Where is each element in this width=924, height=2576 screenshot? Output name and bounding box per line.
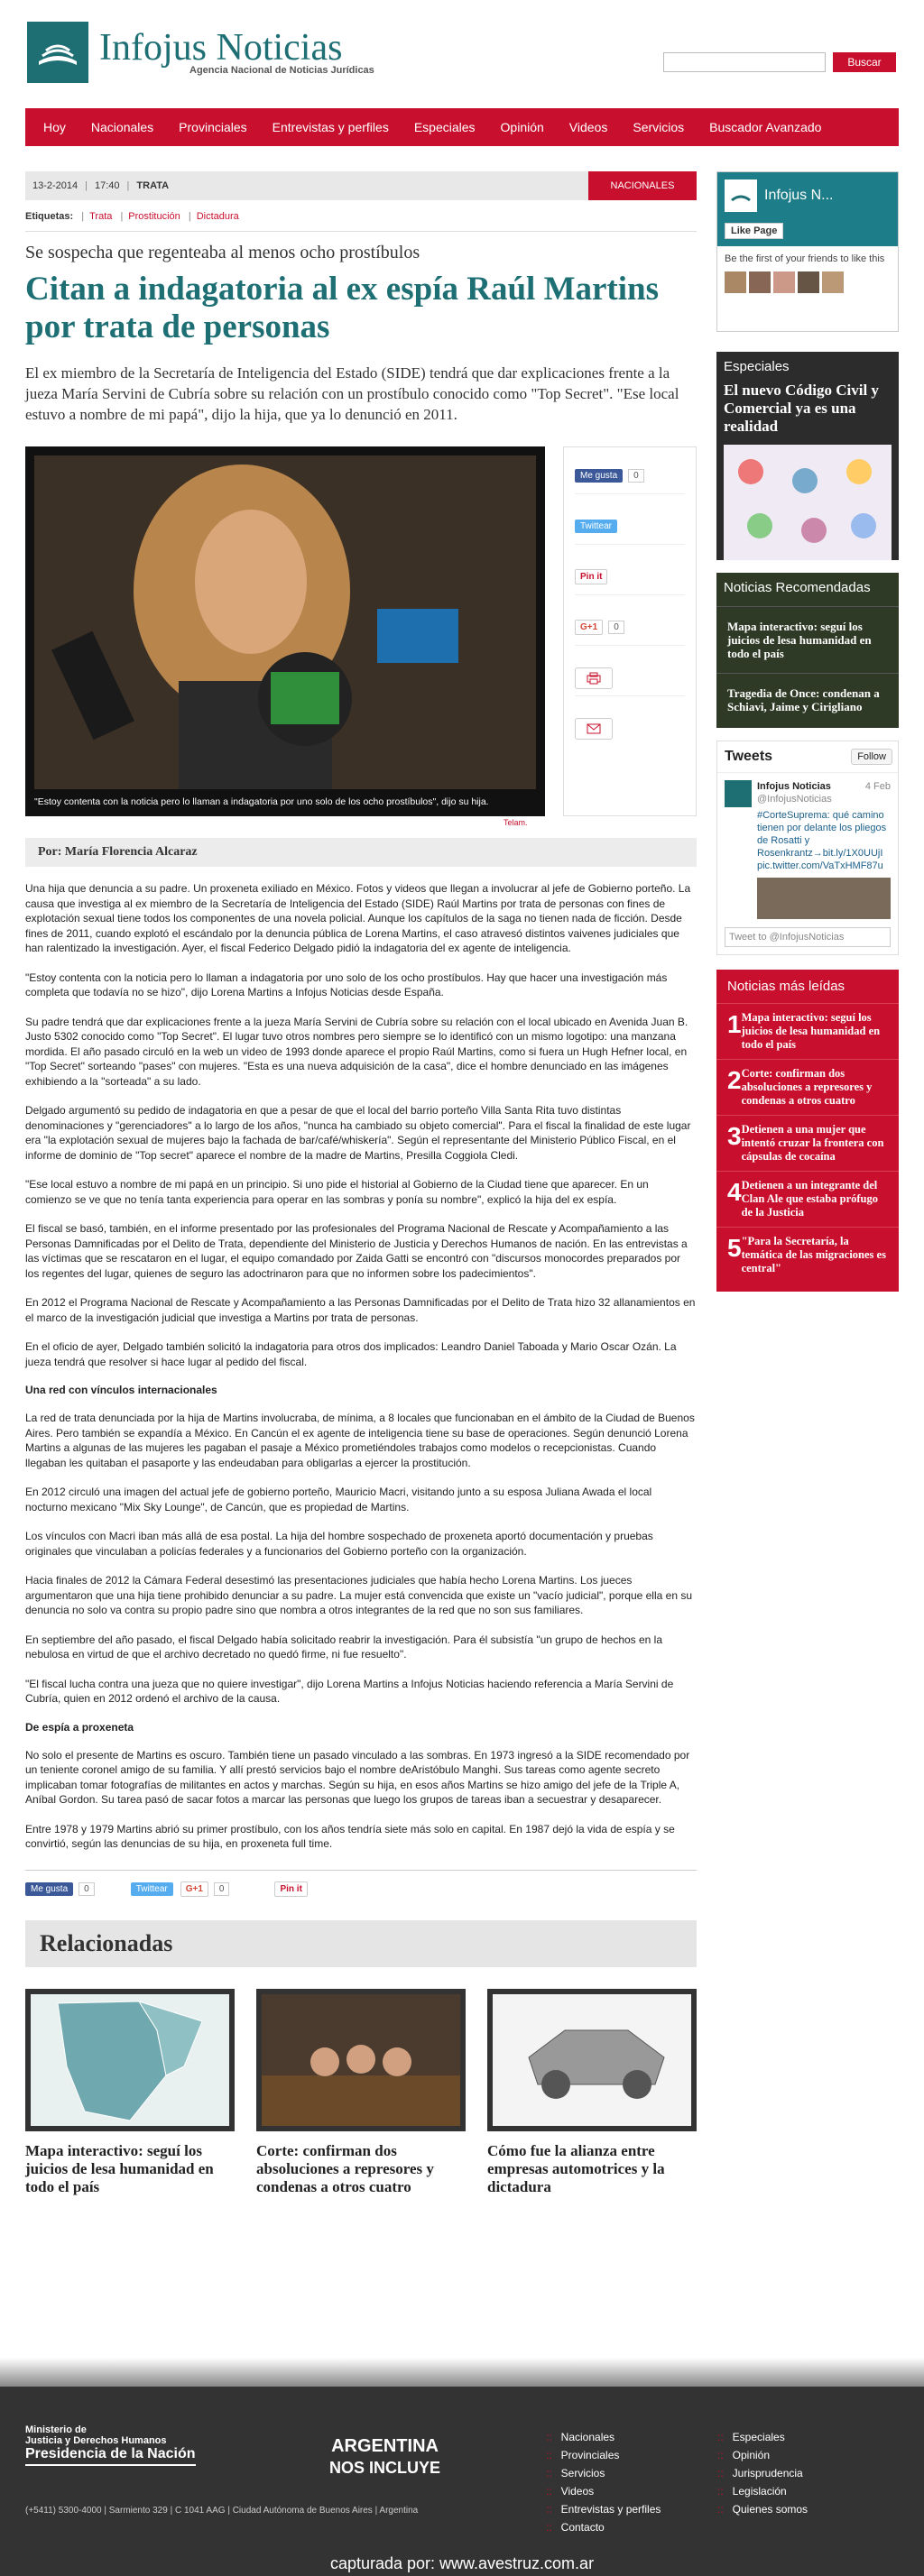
article-date: 13-2-2014 xyxy=(32,180,79,191)
related-header: Relacionadas xyxy=(25,1920,697,1967)
mas-leidas-box xyxy=(716,970,899,1292)
paragraph: "Ese local estuvo a nombre de mi papá en un principio. Si uno pide el historial al Gobierno de la Ciudad tiene que aparecer. En un comienzo se ve que no tenía tanta experiencia para operar en las sombras y ponía su nombre", explicó la hija del ex espía. xyxy=(25,1178,649,1206)
search-button[interactable]: Buscar xyxy=(833,52,896,72)
pin-button[interactable]: Pin it xyxy=(274,1881,307,1897)
fb-page-logo-icon xyxy=(725,179,757,212)
tweets-title: Tweets xyxy=(725,749,773,764)
avatar[interactable] xyxy=(798,271,819,293)
recomendada-item[interactable]: Mapa interactivo: seguí los juicios de lesa humanidad en todo el país xyxy=(727,620,872,660)
ministry-logo[interactable] xyxy=(25,2424,196,2466)
twitter-follow-button[interactable]: Follow xyxy=(851,749,892,765)
footer-link[interactable]: Provinciales xyxy=(560,2449,620,2461)
paragraph: Su padre tendrá que dar explicaciones frente a la jueza María Servini de Cubría sobre su relación con el local ubicado en Avenida Juan B. Justo 5302 conocido como "Top Secret". El lugar tuvo otros nombres pero siempre se lo identificó con un mismo logotipo: una manzana mordida. El año pasado circuló en la web un video de 1993 donde aparece el propio Raúl Martins, como si fuera un Hugh Hefner local, en "Top Secret" sorteando "pases" con mujeres. "Esta es una nueva adquisición de la casa", dice el hombre denunciado en las imágenes exhibiendo a la "sorteada" a su lado. xyxy=(25,1015,688,1088)
recomendadas-box xyxy=(716,573,899,728)
footer-gradient xyxy=(0,2358,924,2387)
mas-leida-item[interactable]: 5 "Para la Secretaría, la temática de las migraciones es central" xyxy=(716,1227,899,1283)
paragraph: Los vínculos con Macri iban más allá de esa postal. La hija del hombre sospechado de proxeneta aportó documentación y pruebas originales que vinculaban a policías federales y a funcionarios del Gobierno porteño con la organización. xyxy=(25,1530,653,1558)
pin-button[interactable]: Pin it xyxy=(575,569,607,584)
site-header xyxy=(0,0,924,106)
gplus-button[interactable]: G+1 xyxy=(575,620,603,635)
fb-like-page-button[interactable]: Like Page xyxy=(725,223,783,239)
paragraph: Hacia finales de 2012 la Cámara Federal desestimó las presentaciones judiciales que había hecho Lorena Martins. Los jueces argumentaron que una hija tiene prohibido denunciar a su padre. La mujer está convencida que existe un "vacío judicial", porque ella en su denuncia no solo va contra su propio padre sino que nombra a otros integrantes de la red que no son sus familiares. xyxy=(25,1574,693,1616)
related-item[interactable] xyxy=(487,1989,697,2196)
related-title[interactable]: Corte: confirman dos absoluciones a represores y condenas a otros cuatro xyxy=(256,2141,434,2195)
paragraph: En el oficio de ayer, Delgado también solicitó la indagatoria para otros dos implicados: Leandro Daniel Taboada y Mario Oscar Ozán. La jueza tendrá que resolver si hace lugar al pedido del fiscal. xyxy=(25,1340,677,1368)
category-badge[interactable]: NACIONALES xyxy=(588,171,697,200)
paragraph: Entre 1978 y 1979 Martins abrió su primer prostíbulo, con los años tendría siete más solo en capital. En 1987 dejó la vida de espía y se convirtió, según las denuncias de su hija, en proxeneta full time. xyxy=(25,1822,675,1850)
paragraph: En 2012 circuló una imagen del actual jefe de gobierno porteño, Mauricio Macri, visitando junto a su esposa Juliana Awada el local nocturno mexicano "Mix Sky Lounge", de Cancún, que es propiedad de Martins. xyxy=(25,1486,652,1513)
fb-like-button[interactable]: Me gusta xyxy=(25,1882,73,1896)
fb-page-title[interactable]: Infojus N... xyxy=(764,188,834,203)
photo-credit: Telam. xyxy=(504,818,528,827)
article-column xyxy=(25,171,697,2196)
especiales-box xyxy=(716,352,899,560)
tag-link[interactable]: Prostitución xyxy=(128,211,180,222)
tweet-user[interactable]: Infojus Noticias xyxy=(757,781,831,792)
recomendadas-title: Noticias Recomendadas xyxy=(716,573,899,607)
twitter-widget xyxy=(716,741,899,955)
article-meta: 13-2-2014 | 17:40 | TRATA NACIONALES xyxy=(25,171,697,200)
related-image xyxy=(487,1989,697,2131)
footer-link[interactable]: Nacionales xyxy=(560,2431,615,2443)
footer-link[interactable]: Servicios xyxy=(560,2467,605,2479)
especiales-headline[interactable]: El nuevo Código Civil y Comercial ya es una realidad xyxy=(724,382,879,435)
article-lead: El ex miembro de la Secretaría de Inteligencia del Estado (SIDE) tendrá que dar explicaciones frente a la jueza María Servini de Cubría sobre su relación con un prostíbulo conocido como "Top Secret". "Ese local estuvo a nombre de mi papá", dijo la hija, que ya lo denunció en 2011. xyxy=(25,364,679,423)
mas-leida-item[interactable]: 1 Mapa interactivo: seguí los juicios de lesa humanidad en todo el país xyxy=(716,1003,899,1059)
nav-videos[interactable]: Videos xyxy=(568,120,608,134)
ministry-line: Ministerio de xyxy=(25,2424,87,2435)
gplus-count: 0 xyxy=(214,1882,230,1896)
nav-hoy[interactable]: Hoy xyxy=(43,120,66,134)
article-tags: Etiquetas: | Trata | Prostitución | Dictadura xyxy=(25,211,239,222)
related-item[interactable] xyxy=(256,1989,466,2196)
gplus-count: 0 xyxy=(608,621,624,634)
ministry-line: Justicia y Derechos Humanos xyxy=(25,2435,167,2446)
paragraph: El fiscal se basó, también, en el informe presentado por las profesionales del Programa Nacional de Rescate y Acompañamiento a las Personas Damnificadas por el Delito de Trata, dependiente del Ministerio de Justicia y Derechos Humanos de nación. En las entrevistas a las víctimas que se rescataron en el lugar, el equipo comandado por Zaida Gatti se encontró con "discursos monocordes preparados por los regentes del lugar, quienes de seguro las adoctrinaron para que no informen sobre los padecimientos". xyxy=(25,1222,688,1280)
facebook-widget xyxy=(716,171,899,332)
related-title[interactable]: Cómo fue la alianza entre empresas automotrices y la dictadura xyxy=(487,2141,665,2195)
related-image xyxy=(25,1989,235,2131)
article-topic: TRATA xyxy=(136,180,170,191)
tweet-date: 4 Feb xyxy=(864,781,891,792)
footer-address: (+5411) 5300-4000 | Sarmiento 329 | C 1041 AAG | Ciudad Autónoma de Buenos Aires | Argentina xyxy=(25,2506,419,2516)
gplus-button[interactable]: G+1 xyxy=(180,1881,208,1897)
related-image xyxy=(256,1989,466,2131)
logo-name: Infojus Noticias xyxy=(99,27,343,69)
article-media xyxy=(25,446,697,825)
article-body xyxy=(25,881,697,1852)
avatar[interactable] xyxy=(749,271,771,293)
footer-links-col1: :: Nacionales :: Provinciales :: Servicios :: Videos :: Entrevistas y perfiles :: Contacto xyxy=(546,2431,661,2534)
footer-link[interactable]: Opinión xyxy=(732,2449,771,2461)
footer-link[interactable]: Quienes somos xyxy=(732,2503,808,2516)
avatar[interactable] xyxy=(822,271,844,293)
paragraph: Delgado argumentó su pedido de indagatoria en que a pesar de que el local del barrio porteño Villa Santa Rita tuvo distintas denominaciones y "gerenciadores" a lo largo de los años, "nunca ha cambiado su objeto comercial". Para el fiscal la finalidad de este lugar era "la explotación sexual de mujeres bajo la fachada de bar/café/whiskería". Según el representante del Ministerio Público Fiscal, en el informe de dominio de "Top secret" aparece el nombre de la madre de Martins, Presilla Coggiola Cledi. xyxy=(25,1104,691,1162)
tags-label: Etiquetas: xyxy=(25,211,74,222)
tweet-button[interactable]: Twittear xyxy=(575,520,617,533)
paragraph: "Estoy contenta con la noticia pero lo llaman a indagatoria por uno solo de los ocho prostíbulos. Hay que hacer una investigación más completa que todavía no se hizo", dijo Lorena Martins a Infojus Noticias desde España. xyxy=(25,971,668,998)
fb-friend-avatars xyxy=(717,271,898,293)
avatar[interactable] xyxy=(773,271,795,293)
logo-subtitle: Agencia Nacional de Noticias Jurídicas xyxy=(189,65,374,76)
paragraph: La red de trata denunciada por la hija de Martins involucraba, de mínima, a 8 locales que funcionaban en el ámbito de la Ciudad de Buenos Aires. Pero también se expandía a México. En Cancún el ex agente de inteligencia tiene su base de operaciones. Según denunció Lorena Martins a algunas de las mujeres les pagaban el pasaje a México prometiéndoles trabajos como modelos o recepcionistas. Cuando llegaban les quitaban el pasaporte y las endeudaban para obligarlas a ejercer la prostitución. xyxy=(25,1412,695,1469)
site-footer xyxy=(0,2387,924,2576)
photo-image xyxy=(34,455,536,789)
related-item[interactable] xyxy=(25,1989,235,2196)
print-icon[interactable] xyxy=(575,667,613,689)
sidebar xyxy=(716,171,899,1292)
bottom-share xyxy=(25,1870,697,1897)
tweet-to-input[interactable]: Tweet to @InfojusNoticias xyxy=(725,927,891,947)
article-byline: Por: María Florencia Alcaraz xyxy=(25,838,697,867)
nav-entrevistas[interactable]: Entrevistas y perfiles xyxy=(272,120,389,134)
ministry-line: Presidencia de la Nación xyxy=(25,2446,196,2466)
article-time: 17:40 xyxy=(95,180,120,191)
footer-link[interactable]: Especiales xyxy=(732,2431,785,2443)
fb-count: 0 xyxy=(628,469,644,483)
paragraph: No solo el presente de Martins es oscuro. También tiene un pasado vinculado a las sombras. En 1973 ingresó a la SIDE recomendado por un teniente coronel amigo de su familia. Y allí prestó servicios bajo el nombre deAristóbulo Manghi. Sus tareas como agente secreto implicaban tomar fotografías de militantes en actos y marchas. Según su hija, en esos años Martins se hizo amigo del jefe de la Triple A, Aníbal Gordon. Su tarea pasó de sacar fotos a marcar las personas que luego los grupos de tareas iban a secuestrar y desaparecer. xyxy=(25,1748,690,1806)
paragraph: Una hija que denuncia a su padre. Un proxeneta exiliado en México. Fotos y videos que llegan a involucrar al jefe de Gobierno porteño. La causa que investiga al ex miembro de la Secretaría de Inteligencia del Estado (SIDE) Raúl Martins por trata de personas con fines de explotación sexual tiene todos los componentes de una novela policial. Aunque los capítulos de la saga no tienen nada de ficción. Desde fines de 2011, cuando explotó el escándalo por la denuncia pública de Lorena Martins, el caso atravesó distintos vaivenes judiciales que han ralentizado la investigación. Ayer, el fiscal Federico Delgado pidió la indagatoria del ex agente de inteligencia. xyxy=(25,882,691,954)
subhead: Una red con vínculos internacionales xyxy=(25,1384,217,1396)
argentina-line: NOS INCLUYE xyxy=(329,2459,441,2477)
mas-leida-item[interactable]: 3 Detienen a una mujer que intentó cruzar la frontera con cápsulas de cocaína xyxy=(716,1115,899,1171)
nav-opinion[interactable]: Opinión xyxy=(500,120,544,134)
footer-link[interactable]: Contacto xyxy=(560,2521,605,2534)
footer-link[interactable]: Jurisprudencia xyxy=(732,2467,803,2479)
fb-friends-text: Be the first of your friends to like this xyxy=(725,253,885,264)
mas-leida-item[interactable]: 4 Detienen a un integrante del Clan Ale que estaba prófugo de la Justicia xyxy=(716,1171,899,1227)
twitter-avatar[interactable] xyxy=(725,780,752,807)
mas-leida-item[interactable]: 2 Corte: confirman dos absoluciones a represores y condenas a otros cuatro xyxy=(716,1059,899,1115)
footer-link[interactable]: Entrevistas y perfiles xyxy=(560,2503,661,2516)
nav-servicios[interactable]: Servicios xyxy=(633,120,685,134)
tweet-image[interactable] xyxy=(757,878,891,919)
photo-caption: "Estoy contenta con la noticia pero lo llaman a indagatoria por uno solo de los ocho prostíbulos", dijo su hija. xyxy=(34,796,489,807)
argentina-line: ARGENTINA xyxy=(331,2436,439,2456)
related-title[interactable]: Mapa interactivo: seguí los juicios de lesa humanidad en todo el país xyxy=(25,2141,214,2195)
footer-link[interactable]: Legislación xyxy=(732,2485,787,2498)
fb-cover xyxy=(717,172,898,246)
avatar[interactable] xyxy=(725,271,746,293)
tweet-text[interactable]: #CorteSuprema: qué camino tienen por delante los pliegos de Rosatti y Rosenkrantz→bit.ly/1X0UUjI pic.twitter.com/VaTxHMF87u xyxy=(757,810,887,871)
nav-especiales[interactable]: Especiales xyxy=(413,120,476,134)
article-volanta: Se sospecha que regenteaba al menos ocho prostíbulos xyxy=(25,243,420,262)
capture-watermark: capturada por: www.avestruz.com.ar xyxy=(329,2554,595,2572)
related-list xyxy=(25,1989,697,2196)
tweet-handle[interactable]: @InfojusNoticias xyxy=(757,794,832,805)
search-input[interactable] xyxy=(663,52,826,72)
paragraph: "El fiscal lucha contra una jueza que no quiere investigar", dijo Lorena Martins a Infojus Noticias haciendo referencia a María Servini de Cubría, quien en 2012 ordenó el archivo de la causa. xyxy=(25,1677,674,1705)
recomendada-item[interactable]: Tragedia de Once: condenan a Schiavi, Jaime y Cirigliano xyxy=(727,686,880,713)
especiales-title: Especiales xyxy=(724,359,790,374)
main-nav xyxy=(25,108,899,146)
tweet-button[interactable]: Twittear xyxy=(131,1882,173,1896)
article-title: Citan a indagatoria al ex espía Raúl Martins por trata de personas xyxy=(25,271,659,345)
especiales-image[interactable] xyxy=(724,445,892,560)
tag-link[interactable]: Trata xyxy=(89,211,113,222)
mas-leidas-title: Noticias más leídas xyxy=(727,979,845,994)
share-panel xyxy=(563,446,697,816)
search-form xyxy=(663,52,896,72)
footer-link[interactable]: Videos xyxy=(560,2485,595,2498)
tag-link[interactable]: Dictadura xyxy=(196,211,239,222)
paragraph: En 2012 el Programa Nacional de Rescate y Acompañamiento a las Personas Damnificadas por el Delito de Trata hizo 32 allanamientos en el marco de la investigación judicial que investiga a Martins por trata de personas. xyxy=(25,1296,696,1324)
fb-like-button[interactable]: Me gusta xyxy=(575,469,623,483)
nav-nacionales[interactable]: Nacionales xyxy=(90,120,154,134)
subhead: De espía a proxeneta xyxy=(25,1720,134,1734)
site-logo[interactable] xyxy=(27,22,374,83)
nav-buscador[interactable]: Buscador Avanzado xyxy=(709,120,822,134)
nav-provinciales[interactable]: Provinciales xyxy=(179,120,247,134)
logo-book-icon xyxy=(27,22,88,83)
footer-links-col2: :: Especiales :: Opinión :: Jurisprudencia :: Legislación :: Quienes somos xyxy=(717,2431,808,2516)
argentina-logo xyxy=(329,2435,440,2479)
email-icon[interactable] xyxy=(575,718,613,740)
paragraph: En septiembre del año pasado, el fiscal Delgado había solicitado reabrir la investigación. Para él subsistía "un grupo de hechos en la nebulosa en virtud de que el archivo decretado no quedó firme, ni fue resuelto". xyxy=(25,1633,663,1661)
fb-count: 0 xyxy=(79,1882,95,1896)
article-photo xyxy=(25,446,545,816)
